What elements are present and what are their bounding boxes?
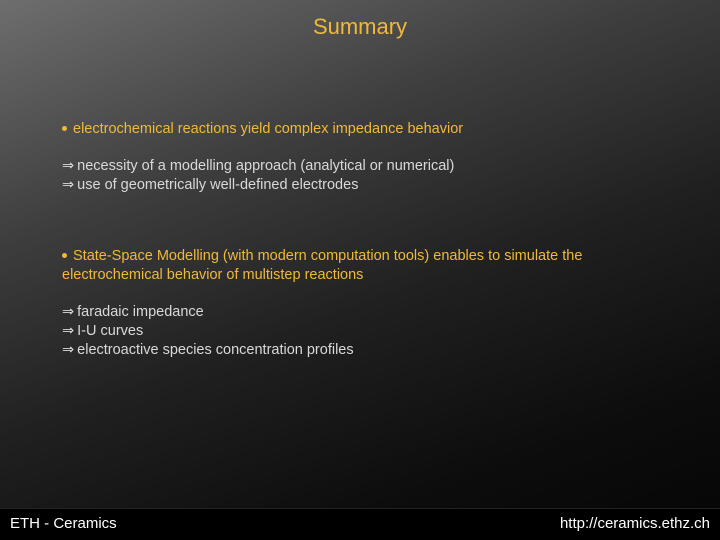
implies-arrow-icon: ⇒ [62,323,75,339]
footer-bar [0,508,720,540]
implication-text: faradaic impedance [77,304,204,320]
implies-arrow-icon: ⇒ [62,158,75,174]
implication-item [62,303,662,322]
implication-text: I-U curves [77,323,144,339]
bullet-2 [62,247,662,266]
implication-text: electroactive species concentration profiles [77,342,354,358]
bullet-1-text: electrochemical reactions yield complex impedance behavior [73,121,464,137]
implication-item [62,341,662,360]
implies-arrow-icon: ⇒ [62,342,75,358]
implication-item [62,176,662,195]
bullet-2-text-line2: electrochemical behavior of multistep reactions [62,267,364,283]
implication-text: use of geometrically well-defined electrodes [77,177,359,193]
implication-item [62,322,662,341]
implication-text: necessity of a modelling approach (analytical or numerical) [77,158,455,174]
implies-arrow-icon: ⇒ [62,304,75,320]
implies-arrow-icon: ⇒ [62,177,75,193]
bullet-2-line2 [62,266,662,285]
implication-item [62,157,662,176]
slide-content [62,120,662,360]
bullet-1 [62,120,662,139]
slide-title: Summary [312,14,408,39]
bullet-2-text-line1: State-Space Modelling (with modern computation tools) enables to simulate the [73,248,583,264]
footer-url: http://ceramics.ethz.ch [559,515,710,532]
footer-organization: ETH - Ceramics [10,515,117,532]
bullet-dot-icon [62,253,67,258]
bullet-dot-icon [62,126,67,131]
